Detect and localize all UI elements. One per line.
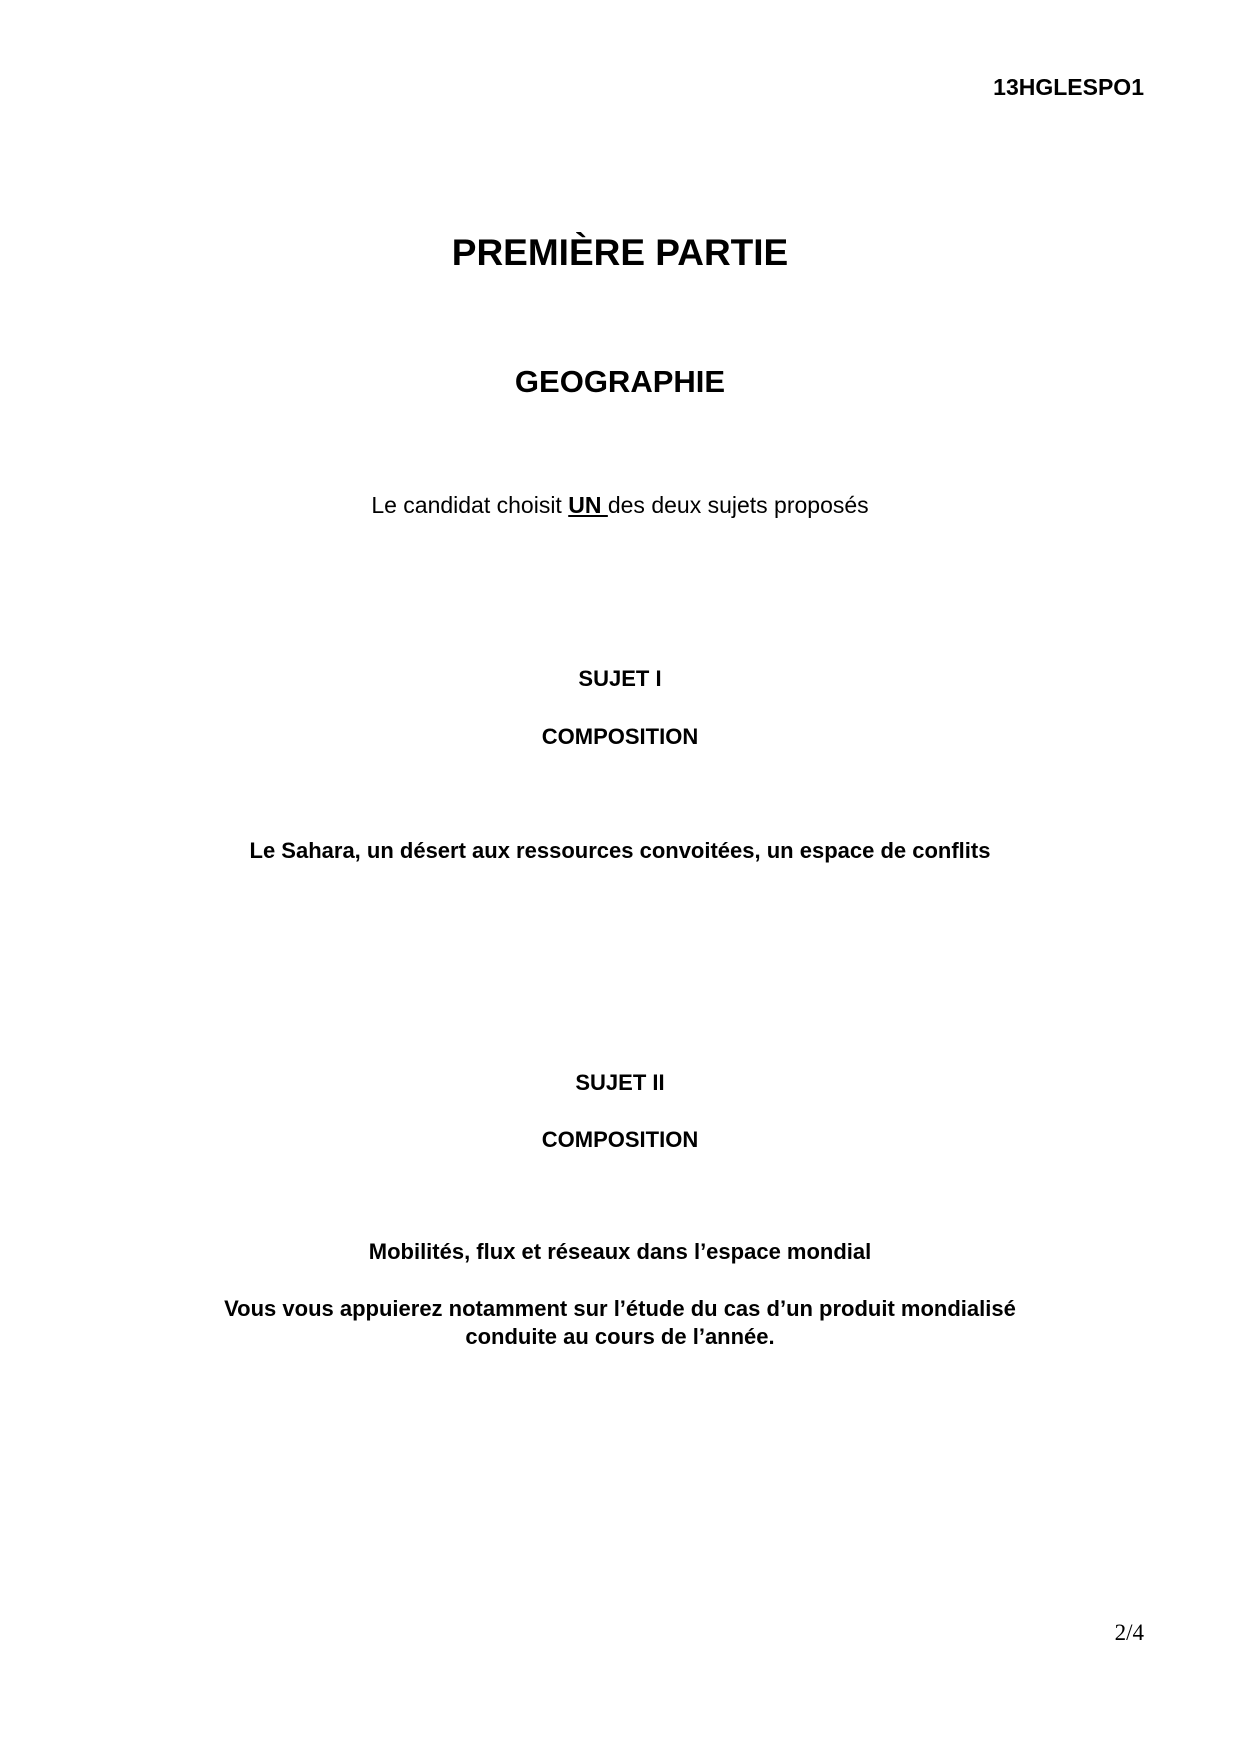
part-title: PREMIÈRE PARTIE [451, 232, 789, 273]
sujet-2-note [0, 1295, 1240, 1351]
instruction-before: Le candidat choisit [371, 492, 569, 518]
document-code: 13HGLESPO1 [993, 74, 1144, 100]
sujet-2-note-line: conduite au cours de l’année. [465, 1324, 775, 1349]
instruction-emphasis: UN [568, 492, 608, 518]
sujet-1-type: COMPOSITION [541, 724, 699, 749]
sujet-1-title: Le Sahara, un désert aux ressources convoitées, un espace de conflits [249, 838, 991, 863]
instruction-after: des deux sujets proposés [607, 492, 869, 518]
subject-area-title: GEOGRAPHIE [514, 364, 726, 399]
sujet-1-heading: SUJET I [578, 666, 662, 691]
page-number: 2/4 [1114, 1620, 1144, 1645]
sujet-2-title: Mobilités, flux et réseaux dans l’espace mondial [368, 1239, 872, 1264]
instruction-text [0, 492, 1240, 519]
sujet-2-note-line: Vous vous appuierez notamment sur l’étude du cas d’un produit mondialisé [224, 1296, 1016, 1321]
sujet-2-heading: SUJET II [575, 1070, 665, 1095]
sujet-2-type: COMPOSITION [541, 1127, 699, 1152]
